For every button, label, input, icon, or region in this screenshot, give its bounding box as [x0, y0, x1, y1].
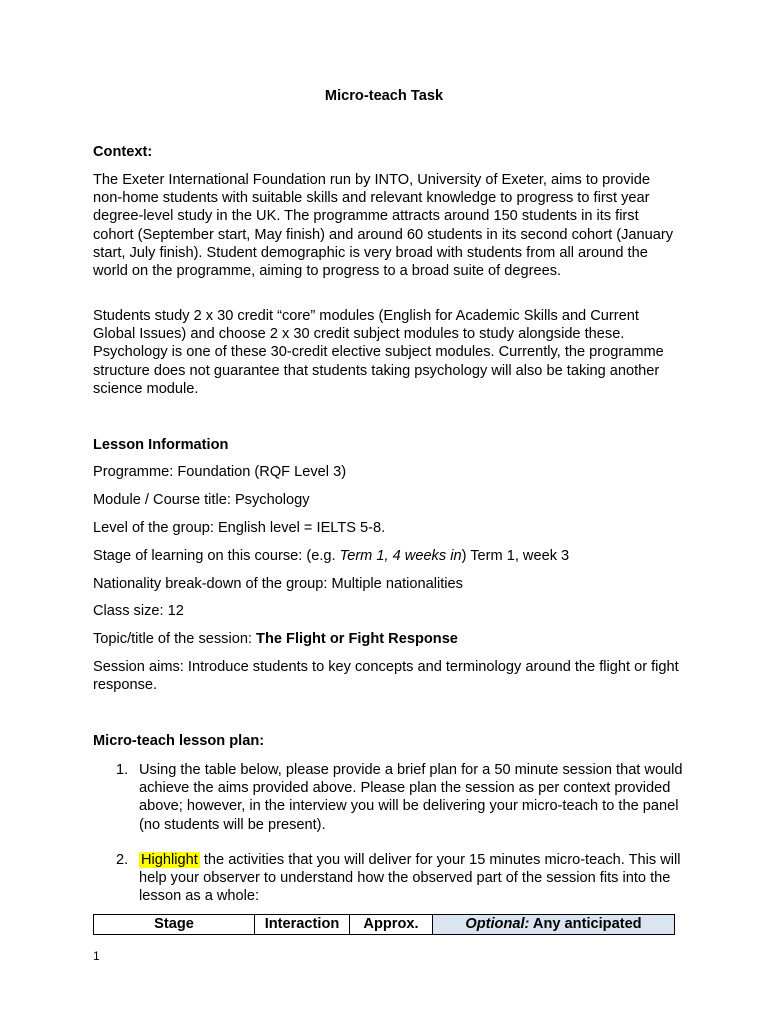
item-2-body — [139, 851, 689, 906]
lesson-plan-table — [93, 914, 675, 935]
lesson-info-class-size: Class size: 12 — [93, 603, 184, 619]
page-number: 1 — [93, 949, 100, 963]
context-paragraph-2: Students study 2 x 30 credit “core” modules (English for Academic Skills and Current Global Issues) and choose 2 x 30 credit subject modules to study alongside these. Psychology is one of these 30-credit elective subject modules. Currently, the programme structure does not guarantee that students taking psychology will also be taking another science module. — [93, 308, 664, 397]
lesson-info-topic — [93, 630, 683, 648]
item-1-number: 1. — [116, 762, 129, 778]
col-approx-header: Approx. — [350, 915, 433, 935]
lesson-info-programme: Programme: Foundation (RQF Level 3) — [93, 464, 347, 480]
item-2-number: 2. — [116, 852, 129, 868]
col-optional-header — [433, 915, 675, 935]
stage-example: Term 1, 4 weeks in — [339, 548, 462, 564]
lesson-plan-heading: Micro-teach lesson plan: — [93, 733, 265, 749]
lesson-info-stage — [93, 547, 683, 565]
item-2-text: the activities that you will deliver for your 15 minutes micro-teach. This will help your observer to understand how the observed part of the session fits into the lesson as a whole: — [139, 852, 681, 905]
item-1-text: Using the table below, please provide a brief plan for a 50 minute session that would achieve the aims provided above. Please plan the session as per context provided above; however, in the interview you will be delivering your micro-teach to the panel (no students will be present). — [139, 762, 683, 833]
document-title: Micro-teach Task — [324, 88, 444, 104]
lesson-info-aims: Session aims: Introduce students to key concepts and terminology around the flight or fight response. — [93, 659, 679, 694]
col-optional-rest: Any anticipated — [529, 916, 642, 933]
topic-value: The Flight or Fight Response — [256, 631, 458, 647]
topic-label: Topic/title of the session: — [93, 631, 257, 647]
context-heading: Context: — [93, 144, 153, 160]
stage-prefix: Stage of learning on this course: (e.g. — [93, 548, 340, 564]
lesson-info-level: Level of the group: English level = IELTS 5-8. — [93, 520, 386, 536]
lesson-info-nationality: Nationality break-down of the group: Multiple nationalities — [93, 576, 463, 592]
col-stage-header: Stage — [94, 915, 255, 935]
col-optional-italic: Optional: — [465, 916, 530, 933]
col-interaction-header: Interaction — [255, 915, 350, 935]
context-paragraph-1: The Exeter International Foundation run by INTO, University of Exeter, aims to provide non-home students with suitable skills and relevant knowledge to progress to first year degree-level study in the UK. The programme attracts around 150 students in its first cohort (September start, May finish) and around 60 students in its second cohort (January start, July finish). Student demographic is very broad with students from all around the world on the programme, aiming to progress to a broad suite of degrees. — [93, 172, 673, 280]
table-header-row — [94, 915, 675, 935]
item-2-highlight: Highlight — [141, 852, 198, 868]
stage-suffix: ) Term 1, week 3 — [461, 548, 570, 564]
lesson-info-heading: Lesson Information — [93, 437, 229, 453]
lesson-info-module: Module / Course title: Psychology — [93, 492, 310, 508]
